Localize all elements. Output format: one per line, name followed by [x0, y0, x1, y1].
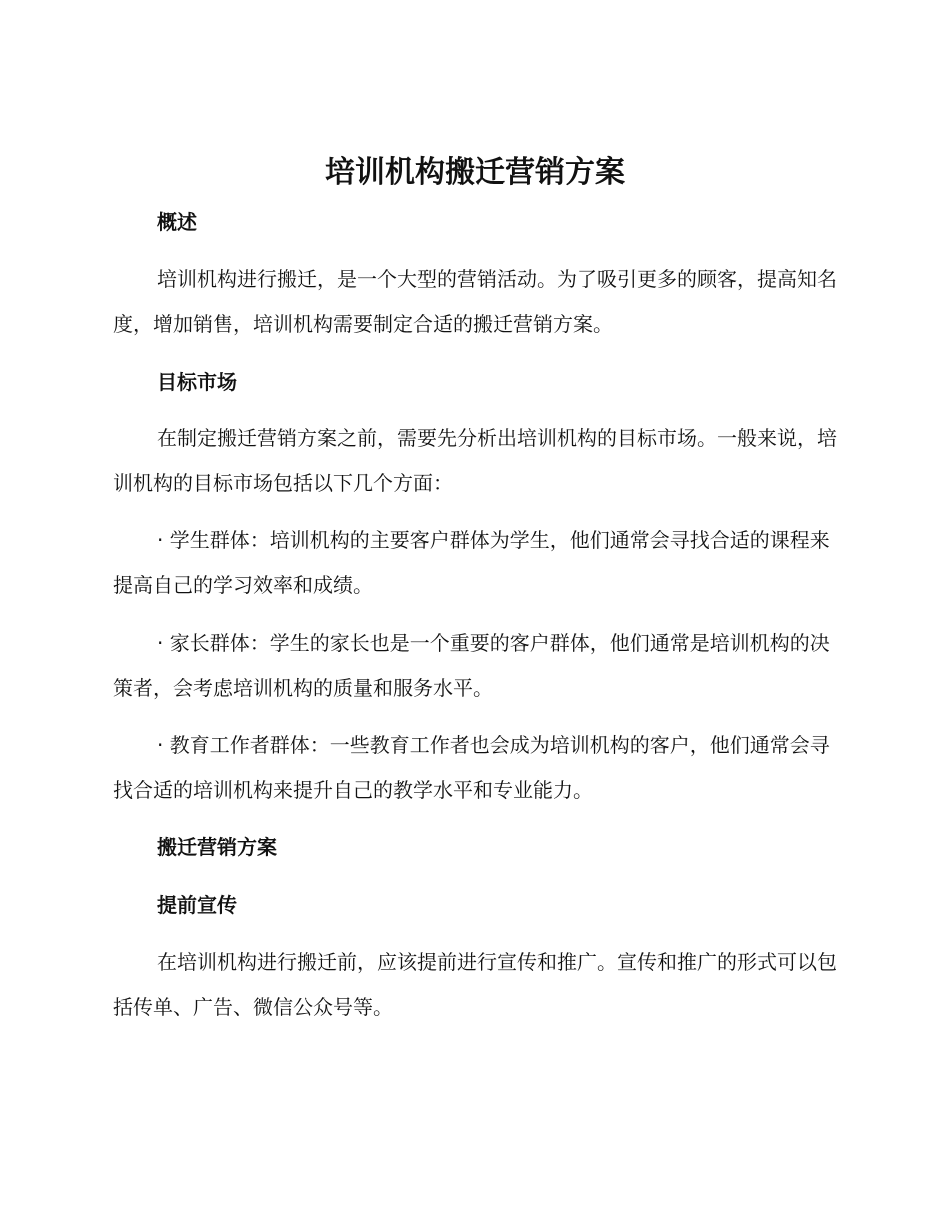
- bullet-item-parents: · 家长群体：学生的家长也是一个重要的客户群体，他们通常是培训机构的决策者，会考虑培训机构的质量和服务水平。: [113, 631, 830, 700]
- section-heading-advance-promotion: 提前宣传: [157, 893, 237, 917]
- section-heading-target-market: 目标市场: [157, 370, 237, 394]
- paragraph-target-market: 在制定搬迁营销方案之前，需要先分析出培训机构的目标市场。一般来说，培训机构的目标市场包括以下几个方面：: [113, 426, 837, 495]
- bullet-item-educators: · 教育工作者群体：一些教育工作者也会成为培训机构的客户，他们通常会寻找合适的培训机构来提升自己的教学水平和专业能力。: [113, 733, 830, 802]
- document-title: 培训机构搬迁营销方案: [325, 155, 625, 190]
- bullet-item-students: · 学生群体：培训机构的主要客户群体为学生，他们通常会寻找合适的课程来提高自己的学习效率和成绩。: [113, 528, 830, 597]
- paragraph-advance-promotion: 在培训机构进行搬迁前，应该提前进行宣传和推广。宣传和推广的形式可以包括传单、广告、微信公众号等。: [113, 950, 837, 1019]
- section-heading-overview: 概述: [157, 210, 197, 234]
- section-heading-relocation-plan: 搬迁营销方案: [157, 835, 277, 859]
- paragraph-overview: 培训机构进行搬迁，是一个大型的营销活动。为了吸引更多的顾客，提高知名度，增加销售，培训机构需要制定合适的搬迁营销方案。: [113, 267, 837, 336]
